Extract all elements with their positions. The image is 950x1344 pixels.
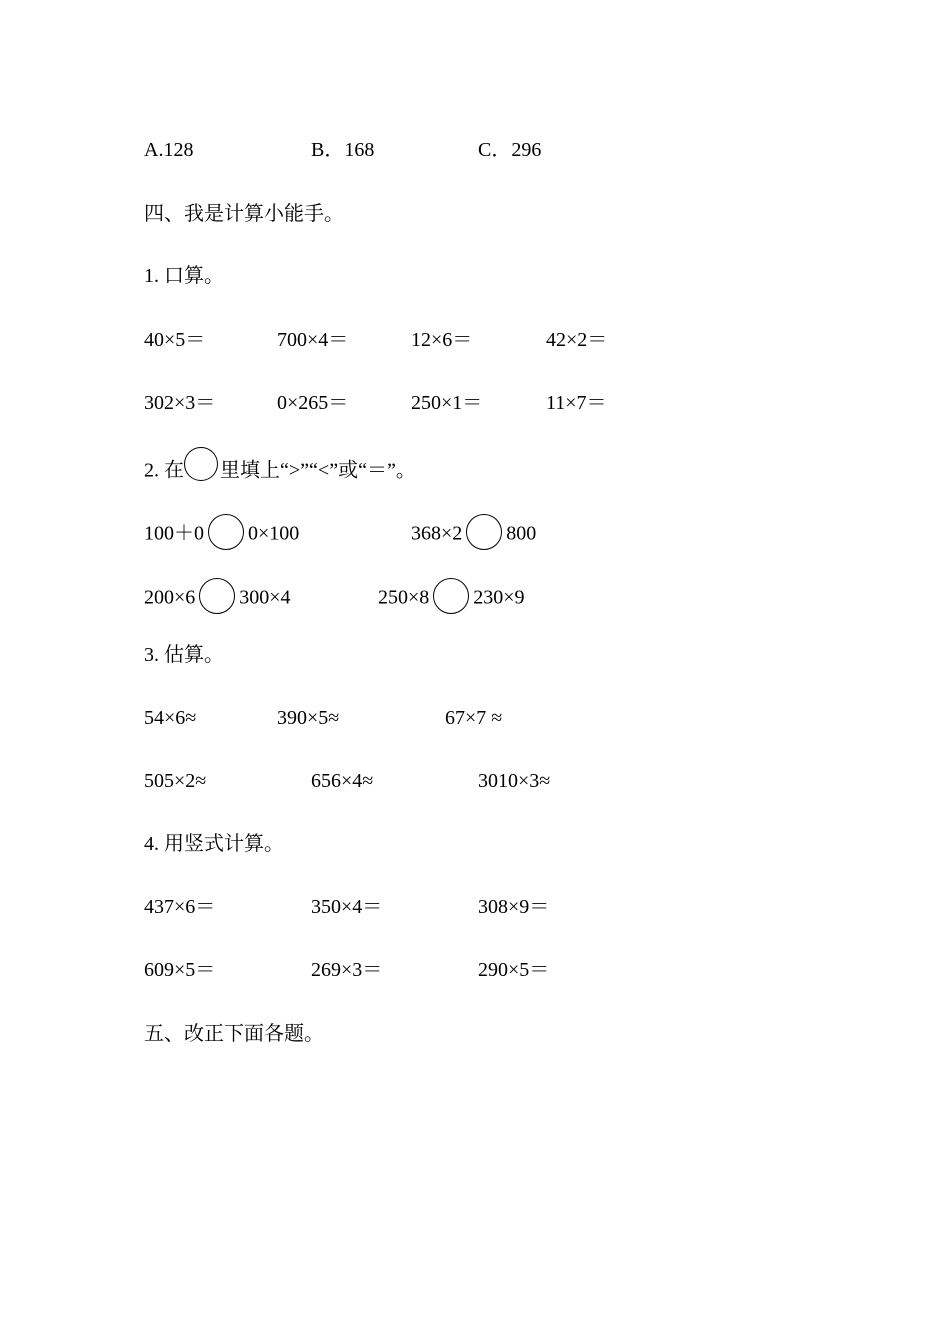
- compare-item: [411, 517, 536, 553]
- q1-title: 1. 口算。: [144, 265, 224, 287]
- q4-row2-item: 290×5＝: [478, 959, 550, 981]
- compare-right: 230×9: [473, 586, 525, 609]
- choice-a: A.128: [144, 139, 194, 161]
- q3-row2-item: 3010×3≈: [478, 770, 551, 792]
- q4-row1-item: 437×6＝: [144, 896, 216, 918]
- circle-icon: [184, 447, 218, 481]
- compare-item: [378, 581, 525, 617]
- q1-row2-item: 0×265＝: [277, 392, 349, 414]
- compare-circle[interactable]: [208, 514, 244, 550]
- q4-row1-item: 308×9＝: [478, 896, 550, 918]
- compare-item: [144, 581, 291, 617]
- q4-row2-item: 609×5＝: [144, 959, 216, 981]
- compare-circle[interactable]: [433, 578, 469, 614]
- compare-item: [144, 517, 299, 553]
- q2-title: [144, 455, 416, 489]
- q3-title: 3. 估算。: [144, 644, 224, 666]
- q1-row1-item: 42×2＝: [546, 329, 608, 351]
- q3-row1-item: 54×6≈: [144, 707, 197, 729]
- q1-row2-item: 250×1＝: [411, 392, 483, 414]
- q4-row1-item: 350×4＝: [311, 896, 383, 918]
- compare-circle[interactable]: [199, 578, 235, 614]
- q3-row1-item: 390×5≈: [277, 707, 340, 729]
- q1-row2-item: 11×7＝: [546, 392, 607, 414]
- q2-title-prefix: 2. 在: [144, 459, 184, 482]
- q1-row1-item: 40×5＝: [144, 329, 206, 351]
- compare-left: 368×2: [411, 522, 463, 545]
- q1-row1-item: 12×6＝: [411, 329, 473, 351]
- compare-left: 200×6: [144, 586, 196, 609]
- q1-row2-item: 302×3＝: [144, 392, 216, 414]
- q2-title-suffix: 里填上“>”“<”或“＝”。: [220, 459, 416, 482]
- choice-c: C．296: [478, 139, 542, 161]
- choice-b: B．168: [311, 139, 375, 161]
- section5-title: 五、改正下面各题。: [144, 1023, 324, 1045]
- compare-left: 250×8: [378, 586, 430, 609]
- compare-right: 300×4: [239, 586, 291, 609]
- q3-row2-item: 656×4≈: [311, 770, 374, 792]
- q4-row2-item: 269×3＝: [311, 959, 383, 981]
- q3-row2-item: 505×2≈: [144, 770, 207, 792]
- compare-right: 0×100: [248, 522, 300, 545]
- q4-title: 4. 用竖式计算。: [144, 833, 284, 855]
- compare-left: 100＋0: [144, 522, 204, 545]
- section4-title: 四、我是计算小能手。: [144, 203, 344, 225]
- q3-row1-item: 67×7 ≈: [445, 707, 503, 729]
- compare-right: 800: [506, 522, 537, 545]
- q1-row1-item: 700×4＝: [277, 329, 349, 351]
- compare-circle[interactable]: [466, 514, 502, 550]
